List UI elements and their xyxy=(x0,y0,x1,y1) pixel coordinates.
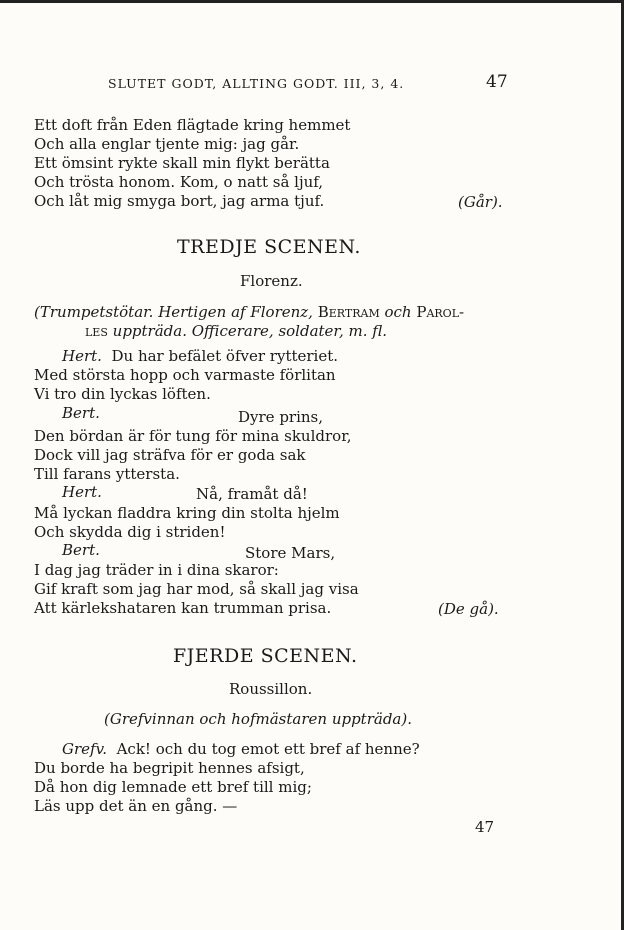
stage-direction xyxy=(34,303,464,321)
verse-text: Store Mars, xyxy=(245,544,336,562)
verse-line: Må lyckan fladdra kring din stolta hjelm xyxy=(34,504,340,522)
verse-text: Ack! och du tog emot ett bref af henne? xyxy=(116,740,420,758)
verse-line: Och låt mig smyga bort, jag arma tjuf. xyxy=(34,192,325,210)
speech-line xyxy=(62,347,338,365)
verse-line: Läs upp det än en gång. — xyxy=(34,797,238,815)
speaker-label: Hert. xyxy=(62,483,102,501)
page-number-top: 47 xyxy=(486,72,508,92)
verse-line: Då hon dig lemnade ett bref till mig; xyxy=(34,778,312,796)
page-number-bottom: 47 xyxy=(475,818,495,836)
character-name: Parol- xyxy=(416,303,465,321)
character-name: les xyxy=(85,322,108,340)
character-name: Bertram xyxy=(317,303,380,321)
verse-text: Dyre prins, xyxy=(238,408,324,426)
scene-location: Florenz. xyxy=(240,272,303,290)
speaker-label: Bert. xyxy=(62,404,100,422)
stage-direction: (Grefvinnan och hofmästaren uppträda). xyxy=(104,710,412,728)
verse-line: Och trösta honom. Kom, o natt så ljuf, xyxy=(34,173,324,191)
speaker-label: Hert. xyxy=(62,347,102,365)
verse-line: Du borde ha begripit hennes afsigt, xyxy=(34,759,305,777)
scan-border-top xyxy=(0,0,624,3)
verse-line: Ett ömsint rykte skall min flykt berätta xyxy=(34,154,330,172)
stage-direction-text: och xyxy=(384,303,412,321)
verse-line: Till farans yttersta. xyxy=(34,465,180,483)
verse-line: Och alla englar tjente mig: jag går. xyxy=(34,135,300,153)
stage-direction xyxy=(85,322,387,340)
verse-line: Gif kraft som jag har mod, så skall jag visa xyxy=(34,580,359,598)
scene-heading: TREDJE SCENEN. xyxy=(177,236,361,258)
speech-line xyxy=(62,740,420,758)
stage-direction-exit: (De gå). xyxy=(438,600,499,618)
verse-line: Och skydda dig i striden! xyxy=(34,523,226,541)
verse-line: I dag jag träder in i dina skaror: xyxy=(34,561,279,579)
stage-direction-exit: (Går). xyxy=(458,193,503,211)
stage-direction-text: uppträda. Officerare, soldater, m. fl. xyxy=(112,322,388,340)
running-header: SLUTET GODT, ALLTING GODT. III, 3, 4. xyxy=(108,76,405,91)
verse-line: Ett doft från Eden flägtade kring hemmet xyxy=(34,116,351,134)
verse-line: Dock vill jag sträfva för er goda sak xyxy=(34,446,306,464)
stage-direction-text: (Trumpetstötar. Hertigen af Florenz, xyxy=(34,303,313,321)
verse-text: Nå, framåt då! xyxy=(196,485,308,503)
scene-location: Roussillon. xyxy=(229,680,313,698)
verse-line: Att kärlekshataren kan trumman prisa. xyxy=(34,599,332,617)
verse-line: Den bördan är för tung för mina skuldror, xyxy=(34,427,352,445)
verse-line: Med största hopp och varmaste förlitan xyxy=(34,366,336,384)
speaker-label: Grefv. xyxy=(62,740,108,758)
verse-line: Vi tro din lyckas löften. xyxy=(34,385,211,403)
scene-heading: FJERDE SCENEN. xyxy=(173,645,358,667)
verse-text: Du har befälet öfver rytteriet. xyxy=(111,347,339,365)
speaker-label: Bert. xyxy=(62,541,100,559)
